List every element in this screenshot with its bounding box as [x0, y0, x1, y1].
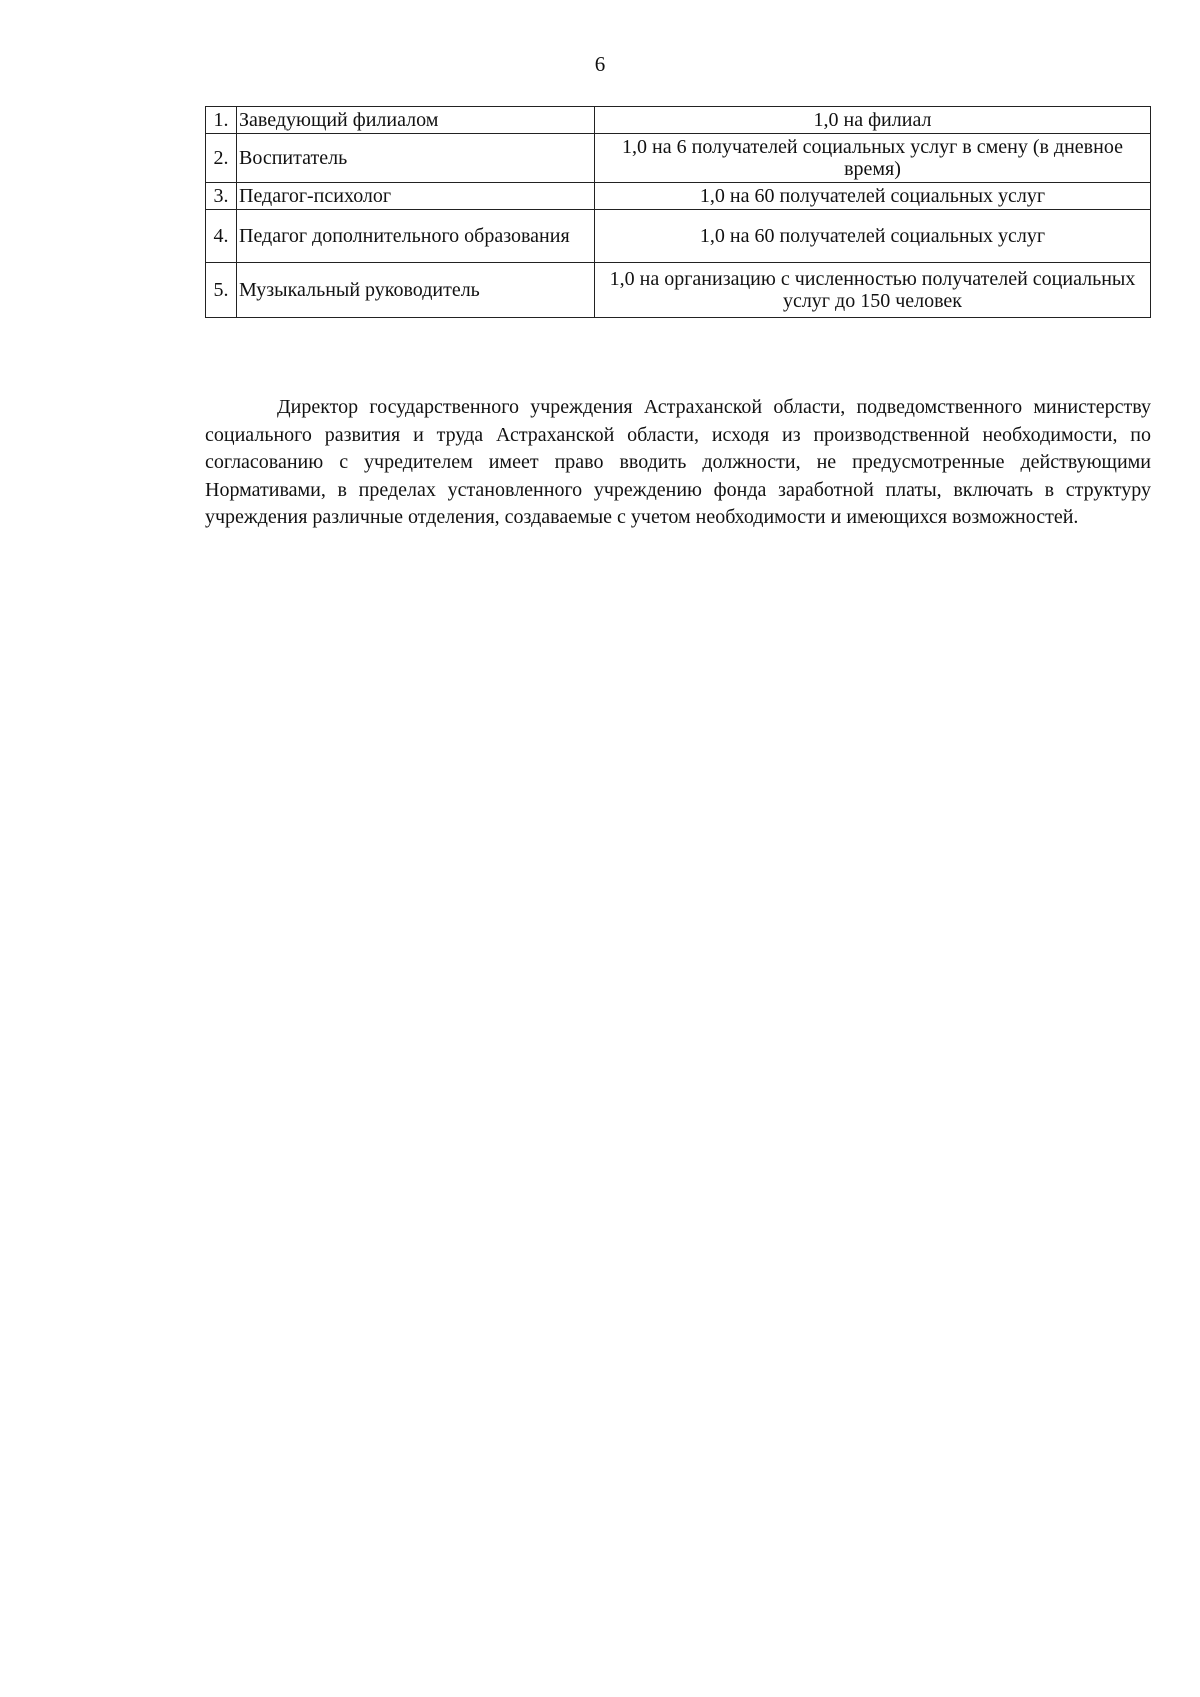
director-rights-paragraph: Директор государственного учреждения Астраханской области, подведомственного министерству социального развития и труда Астраханской области, исходя из производственной необходимости, по согласованию с учредителем имеет право вводить должности, не предусмотренные действующими Нормативами, в пределах установленного учреждению фонда заработной платы, включать в структуру учреждения различные отделения, создаваемые с учетом необходимости и имеющихся возможностей.	[205, 396, 1151, 528]
position-title: Воспитатель	[237, 134, 595, 183]
staffing-norm: 1,0 на 60 получателей социальных услуг	[595, 210, 1151, 263]
staffing-norm: 1,0 на филиал	[595, 107, 1151, 134]
table-row	[206, 210, 1151, 263]
row-number: 1.	[206, 107, 237, 134]
position-title: Педагог-психолог	[237, 183, 595, 210]
position-title: Музыкальный руководитель	[237, 263, 595, 318]
position-title: Педагог дополнительного образования	[237, 210, 595, 263]
page-number: 6	[594, 52, 606, 76]
row-number: 5.	[206, 263, 237, 318]
staffing-norm: 1,0 на 60 получателей социальных услуг	[595, 183, 1151, 210]
table-row	[206, 134, 1151, 183]
table-row	[206, 183, 1151, 210]
table-row	[206, 107, 1151, 134]
staffing-norm: 1,0 на организацию с численностью получателей социальных услуг до 150 человек	[595, 263, 1151, 318]
staffing-norms-table	[205, 106, 1151, 318]
position-title: Заведующий филиалом	[237, 107, 595, 134]
row-number: 3.	[206, 183, 237, 210]
staffing-norm: 1,0 на 6 получателей социальных услуг в смену (в дневное время)	[595, 134, 1151, 183]
row-number: 4.	[206, 210, 237, 263]
table-row	[206, 263, 1151, 318]
row-number: 2.	[206, 134, 237, 183]
